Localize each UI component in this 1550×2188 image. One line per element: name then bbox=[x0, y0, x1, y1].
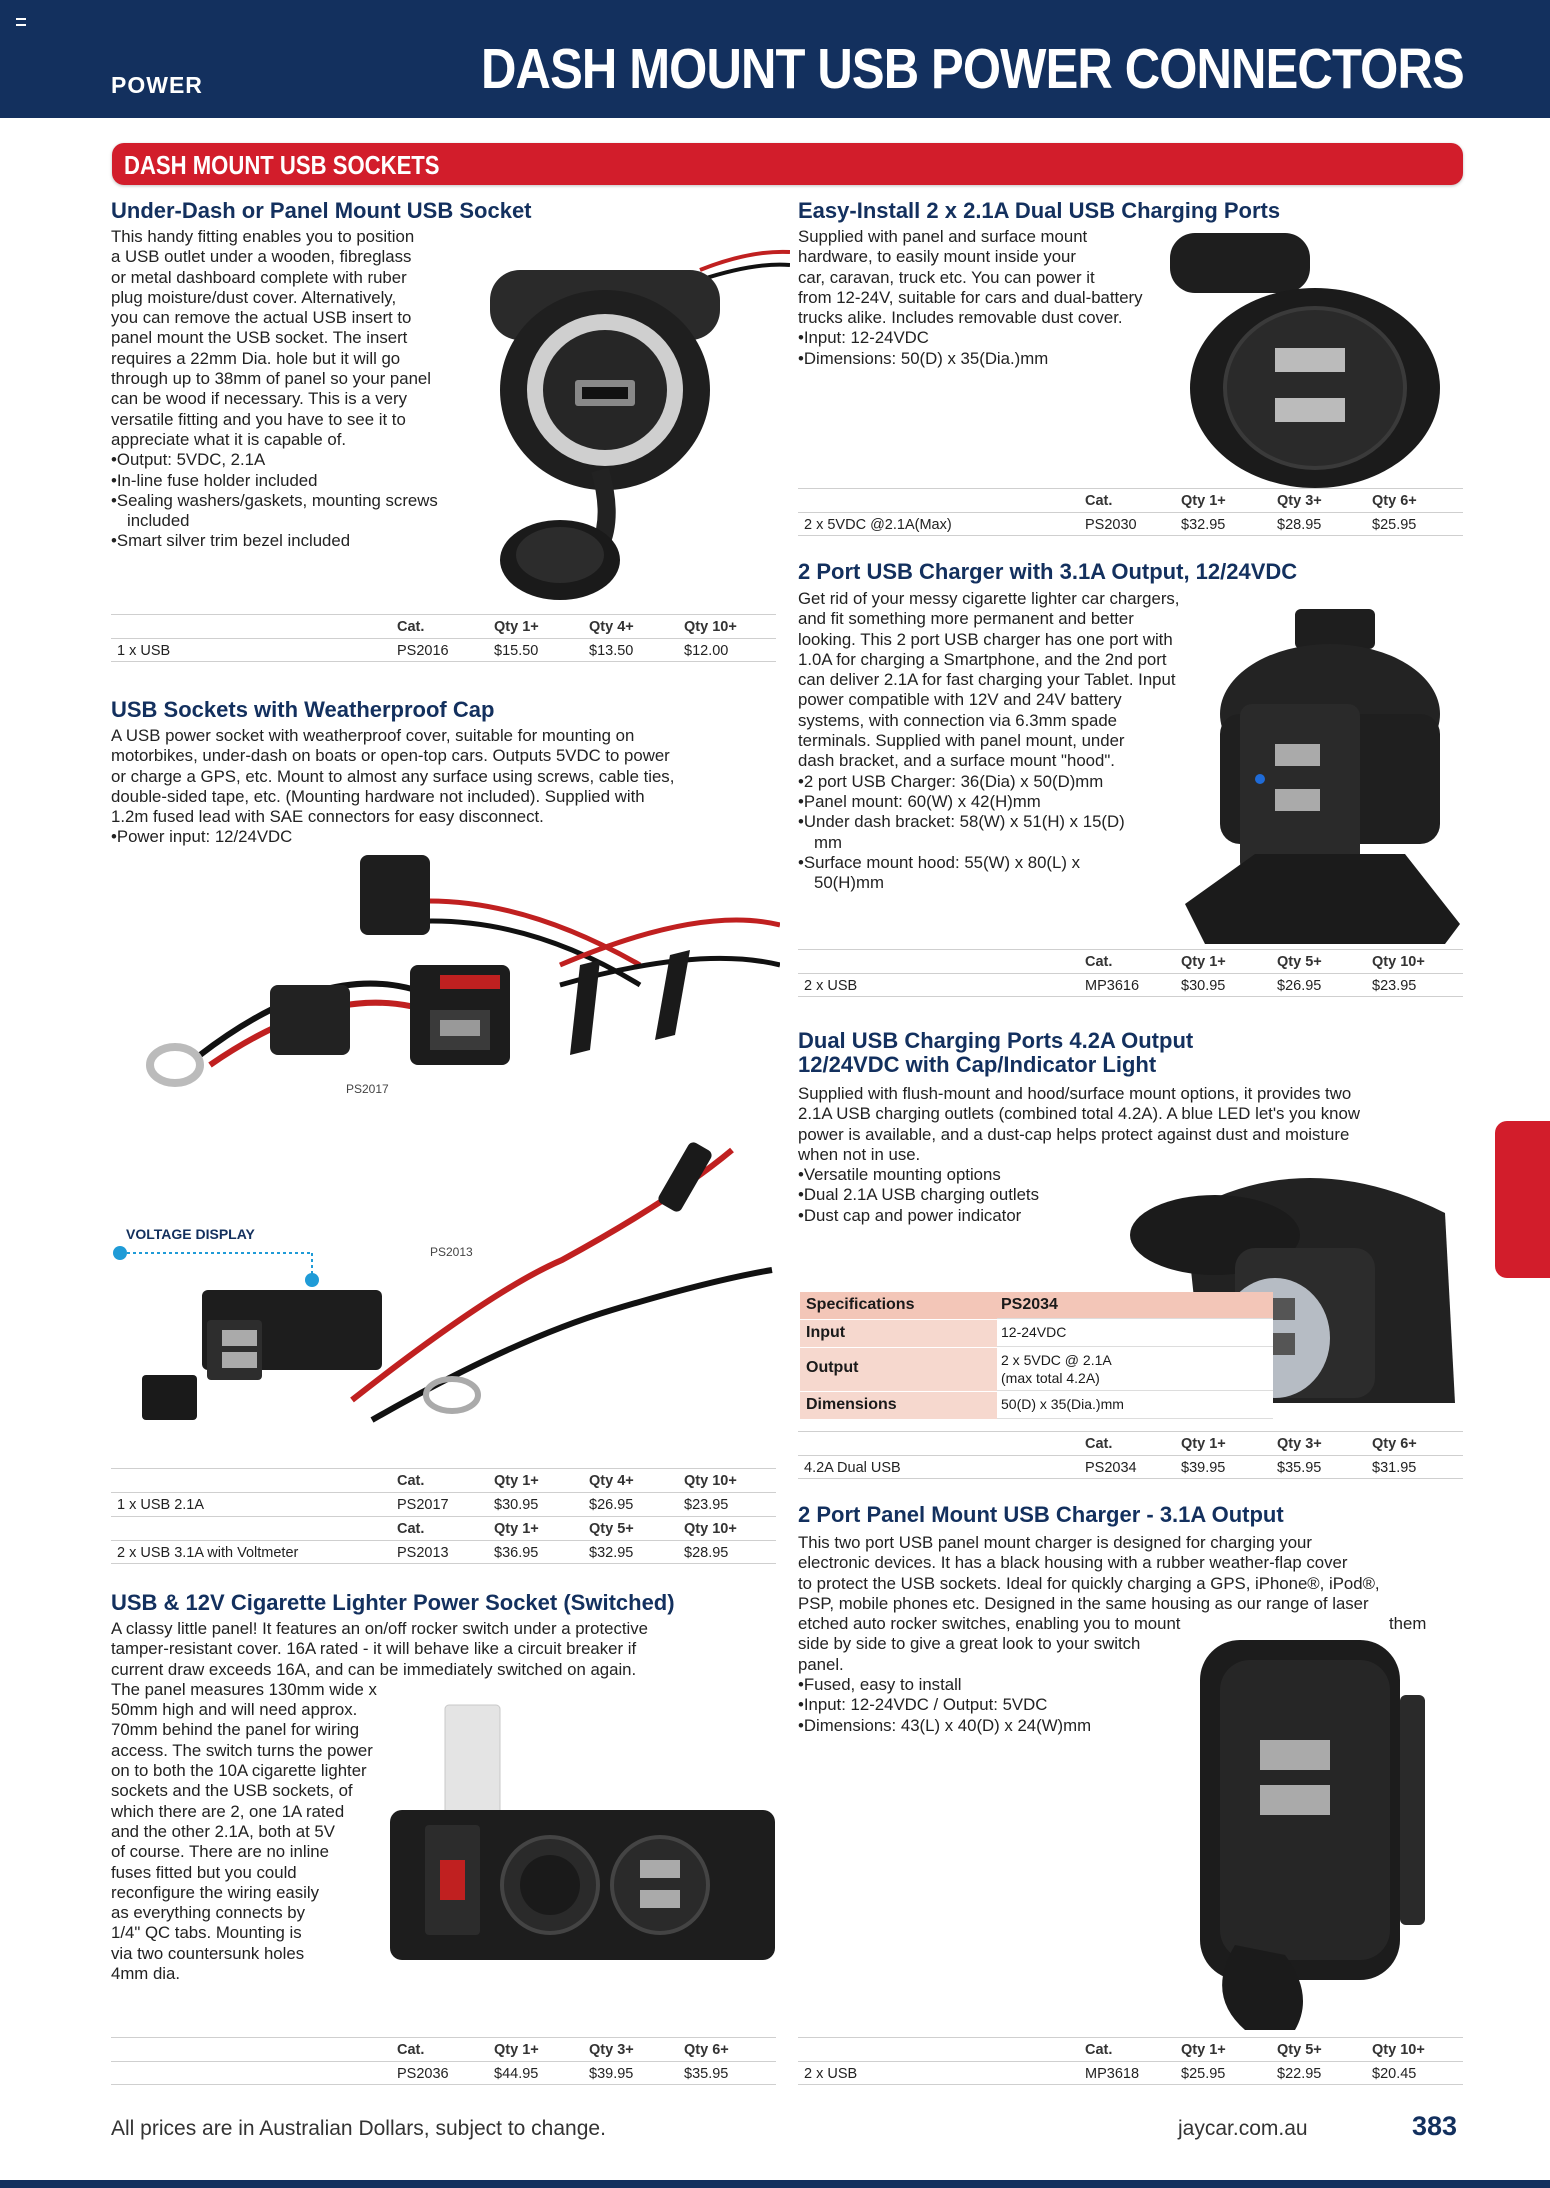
product-desc-twoport31: Get rid of your messy cigarette lighter car chargers, and fit something more permanent and better looking. This 2 port USB charger has one port with 1.0A for charging a Smartphone, and the 2nd port can deliver 2.1A for fast charging your Tablet. Input power compatible with 12V and 24V battery systems, with connection via 6.3mm spade terminals. Supplied with panel mount, under dash bracket, and a surface mount "hood". • 2 port USB Charger: 36(Dia) x 50(D)mm • Panel mount: 60(W) x 42(H)mm • Under dash bracket: 58(W) x 51(H) x 15(D) mm • Surface mount hood: 55(W) x 80(L) x 50(H)mm bbox=[798, 589, 1179, 893]
cigarette-panel-image bbox=[385, 1700, 780, 1965]
table-row: 2 x USB 3.1A with Voltmeter PS2013 $36.95 $32.95 $28.95 bbox=[111, 1540, 776, 1564]
list-item: • Smart silver trim bezel included bbox=[111, 531, 438, 551]
product-desc-underdash: This handy fitting enables you to position a USB outlet under a wooden, fibreglass or metal dashboard complete with ruber plug moisture/dust cover. Alternatively, you can remove the actual USB insert to panel mount the USB socket. The insert requires a 22mm Dia. hole but it will go through up to 38mm of panel so your panel can be wood if necessary. This is a very versatile fitting and you have to see it to appreciate what it is capable of. • Output: 5VDC, 2.1A • In-line fuse holder included • Sealing washers/gaskets, mounting screws included • Smart silver trim bezel included bbox=[111, 227, 438, 552]
price-table-panelmount: Cat. Qty 1+ Qty 5+ Qty 10+ 2 x USB MP3618 $25.95 $22.95 $20.45 bbox=[798, 2037, 1463, 2085]
price-table-cigarette: Cat. Qty 1+ Qty 3+ Qty 6+ PS2036 $44.95 $39.95 $35.95 bbox=[111, 2037, 776, 2085]
list-item: • Fused, easy to install bbox=[798, 1675, 1380, 1695]
product-title-dual42-line2: 12/24VDC with Cap/Indicator Light bbox=[798, 1052, 1157, 1077]
desc-them: them bbox=[1389, 1614, 1427, 1633]
image-label: PS2013 bbox=[430, 1245, 473, 1259]
spec-header-val: PS2034 bbox=[997, 1292, 1273, 1319]
table-row: 1 x USB PS2016 $15.50 $13.50 $12.00 bbox=[111, 638, 776, 662]
image-label: PS2017 bbox=[346, 1082, 389, 1096]
bottom-bar bbox=[0, 2180, 1550, 2188]
page-number: 383 bbox=[1412, 2111, 1458, 2141]
list-item: • Sealing washers/gaskets, mounting screws bbox=[111, 491, 438, 511]
section-label: POWER bbox=[111, 72, 203, 98]
product-title-twoport31: 2 Port USB Charger with 3.1A Output, 12/24VDC bbox=[798, 559, 1298, 584]
list-item: • Panel mount: 60(W) x 42(H)mm bbox=[798, 792, 1179, 812]
product-desc-weatherproof: A USB power socket with weatherproof cover, suitable for mounting on motorbikes, under-dash on boats or open-top cars. Outputs 5VDC to power or charge a GPS, etc. Mount to almost any surface using screws, cable ties, double-sided tape, etc. (Mounting hardware not included). Supplied with 1.2m fused lead with SAE connectors for easy disconnect. • Power input: 12/24VDC bbox=[111, 726, 674, 848]
product-title-easyinstall: Easy-Install 2 x 2.1A Dual USB Charging Ports bbox=[798, 198, 1281, 223]
menu-icon[interactable] bbox=[16, 18, 26, 26]
product-title-underdash: Under-Dash or Panel Mount USB Socket bbox=[111, 198, 532, 223]
price-table-easyinstall: Cat. Qty 1+ Qty 3+ Qty 6+ 2 x 5VDC @2.1A(Max) PS2030 $32.95 $28.95 $25.95 bbox=[798, 488, 1463, 536]
footer-url[interactable]: jaycar.com.au bbox=[1178, 2117, 1308, 2140]
table-row: 2 x 5VDC @2.1A(Max) PS2030 $32.95 $28.95 $25.95 bbox=[798, 512, 1463, 536]
list-item: • Output: 5VDC, 2.1A bbox=[111, 450, 438, 470]
voltmeter-socket-image bbox=[112, 1140, 780, 1440]
list-item: • Input: 12-24VDC / Output: 5VDC bbox=[798, 1695, 1380, 1715]
list-item: • 2 port USB Charger: 36(Dia) x 50(D)mm bbox=[798, 772, 1179, 792]
list-item: • Input: 12-24VDC bbox=[798, 328, 1143, 348]
list-item: • Surface mount hood: 55(W) x 80(L) x bbox=[798, 853, 1179, 873]
list-item: • Dimensions: 43(L) x 40(D) x 24(W)mm bbox=[798, 1716, 1380, 1736]
price-table-underdash: Cat. Qty 1+ Qty 4+ Qty 10+ 1 x USB PS2016 $15.50 $13.50 $12.00 bbox=[111, 614, 776, 662]
table-row: Input 12-24VDC bbox=[800, 1320, 1273, 1348]
product-title-cigarette: USB & 12V Cigarette Lighter Power Socket (Switched) bbox=[111, 1590, 675, 1615]
table-row: 1 x USB 2.1A PS2017 $30.95 $26.95 $23.95 bbox=[111, 1492, 776, 1516]
table-row: 2 x USB MP3618 $25.95 $22.95 $20.45 bbox=[798, 2061, 1463, 2085]
spec-table-dual42 bbox=[800, 1292, 1273, 1420]
product-title-dual42: Dual USB Charging Ports 4.2A Output bbox=[798, 1028, 1194, 1053]
list-item: • In-line fuse holder included bbox=[111, 471, 438, 491]
voltage-display-label: VOLTAGE DISPLAY bbox=[126, 1226, 255, 1242]
banner-title: DASH MOUNT USB SOCKETS bbox=[124, 150, 440, 180]
spec-header-key: Specifications bbox=[800, 1292, 997, 1319]
usb-charger-bracket-image bbox=[1185, 604, 1460, 944]
table-row: 2 x USB MP3616 $30.95 $26.95 $23.95 bbox=[798, 973, 1463, 997]
product-desc-easyinstall: Supplied with panel and surface mount hardware, to easily mount inside your car, caravan, truck etc. You can power it from 12-24V, suitable for cars and dual-battery trucks alike. Includes removable dust cover. • Input: 12-24VDC • Dimensions: 50(D) x 35(Dia.)mm bbox=[798, 227, 1143, 369]
side-index-tab[interactable] bbox=[1495, 1121, 1550, 1278]
section-banner bbox=[112, 143, 1463, 185]
dual-usb-port-image bbox=[1165, 228, 1445, 490]
table-row: Output 2 x 5VDC @ 2.1A (max total 4.2A) bbox=[800, 1348, 1273, 1392]
rocker-usb-charger-image bbox=[1175, 1635, 1465, 2035]
usb-socket-image bbox=[470, 240, 790, 600]
page-title: DASH MOUNT USB POWER CONNECTORS bbox=[481, 37, 1464, 101]
table-row: 4.2A Dual USB PS2034 $39.95 $35.95 $31.95 bbox=[798, 1455, 1463, 1479]
price-table-dual42: Cat. Qty 1+ Qty 3+ Qty 6+ 4.2A Dual USB PS2034 $39.95 $35.95 $31.95 bbox=[798, 1431, 1463, 1479]
price-table-twoport31: Cat. Qty 1+ Qty 5+ Qty 10+ 2 x USB MP3616 $30.95 $26.95 $23.95 bbox=[798, 949, 1463, 997]
list-item: • Power input: 12/24VDC bbox=[111, 827, 674, 847]
product-desc-cigarette: A classy little panel! It features an on/off rocker switch under a protective tamper-resistant cover. 16A rated - it will behave like a circuit breaker if current draw exceeds 16A, and can be immediately switched on again. The panel measures 130mm wide x 50mm high and will need approx. 70mm behind the panel for wiring access. The switch turns the power on to both the 10A cigarette lighter sockets and the USB sockets, of which there are 2, one 1A rated and the other 2.1A, both at 5V of course. There are no inline fuses fitted but you could reconfigure the wiring easily as everything connects by 1/4" QC tabs. Mounting is via two countersunk holes 4mm dia. bbox=[111, 1619, 648, 1984]
product-title-weatherproof: USB Sockets with Weatherproof Cap bbox=[111, 697, 495, 722]
list-item: • Under dash bracket: 58(W) x 51(H) x 15(D) bbox=[798, 812, 1179, 832]
table-row: Dimensions 50(D) x 35(Dia.)mm bbox=[800, 1392, 1273, 1420]
list-item: • Dust cap and power indicator bbox=[798, 1206, 1360, 1226]
product-desc-dual42: Supplied with flush-mount and hood/surface mount options, it provides two 2.1A USB charging outlets (combined total 4.2A). A blue LED let's you know power is available, and a dust-cap helps protect against dust and moisture when not in use. • Versatile mounting options • Dual 2.1A USB charging outlets • Dust cap and power indicator bbox=[798, 1084, 1360, 1226]
list-item: • Dimensions: 50(D) x 35(Dia.)mm bbox=[798, 349, 1143, 369]
footer-note: All prices are in Australian Dollars, subject to change. bbox=[111, 2117, 606, 2140]
weatherproof-socket-image bbox=[140, 845, 780, 1135]
product-title-panelmount: 2 Port Panel Mount USB Charger - 3.1A Output bbox=[798, 1502, 1284, 1527]
list-item: • Dual 2.1A USB charging outlets bbox=[798, 1185, 1360, 1205]
table-row: PS2036 $44.95 $39.95 $35.95 bbox=[111, 2061, 776, 2085]
list-item: • Versatile mounting options bbox=[798, 1165, 1360, 1185]
product-desc-panelmount: This two port USB panel mount charger is designed for charging your electronic devices. It has a black housing with a rubber weather-flap cover to protect the USB sockets. Ideal for quickly charging a GPS, iPhone®, iPod®, PSP, mobile phones etc. Designed in the same housing as our range of laser etched auto rocker switches, enabling you to mount side by side to give a great look to your switch panel. • Fused, easy to install • Input: 12-24VDC / Output: 5VDC • Dimensions: 43(L) x 40(D) x 24(W)mm bbox=[798, 1533, 1380, 1736]
price-table-weatherproof: Cat. Qty 1+ Qty 4+ Qty 10+ 1 x USB 2.1A PS2017 $30.95 $26.95 $23.95 Cat. Qty 1+ Qty 5+ Qty 10+ 2 x USB 3.1A with Voltmeter PS2013 $36.95 $32.95 $28.95 bbox=[111, 1468, 776, 1564]
page-header bbox=[0, 0, 1550, 118]
